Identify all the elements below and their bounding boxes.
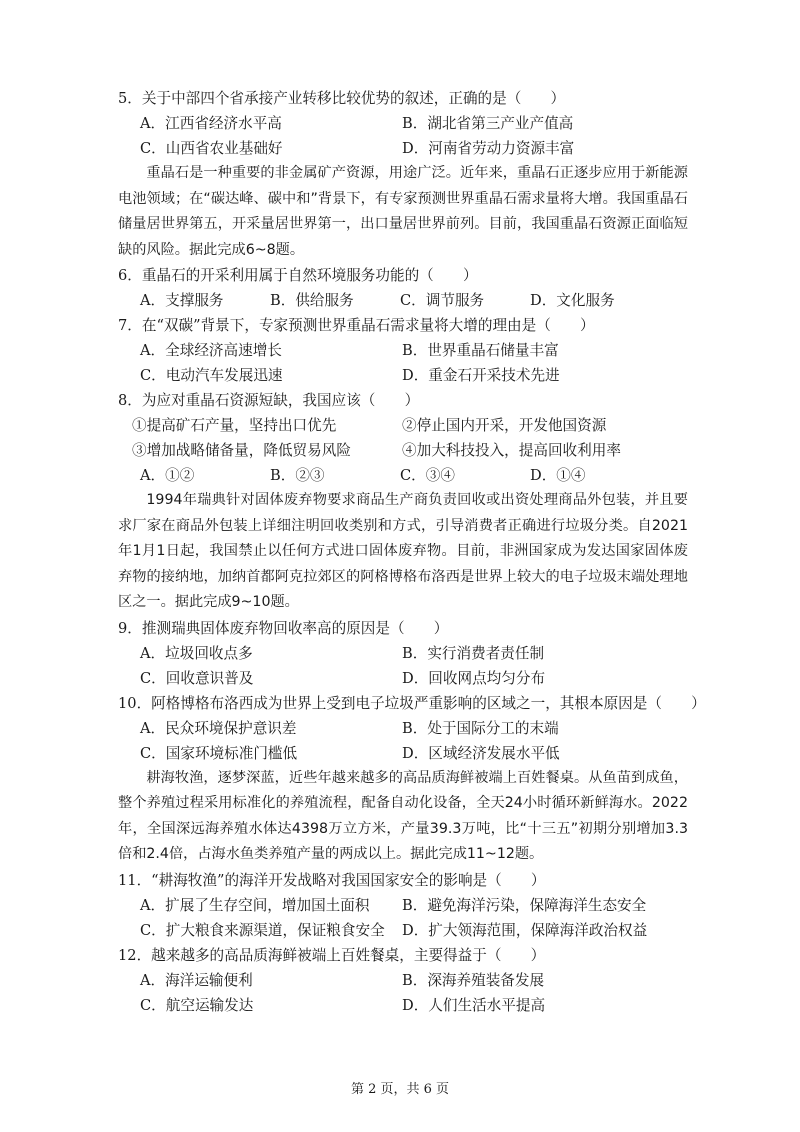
question-11-option-b[interactable]: B．避免海洋污染，保障海洋生态安全 (402, 896, 647, 914)
question-5-option-c[interactable]: C．山西省农业基础好 (140, 140, 283, 157)
question-11-options-row-1 (118, 893, 688, 918)
question-8-stem: 8．为应对重晶石资源短缺，我国应该（ ） (118, 392, 420, 409)
question-5-option-b[interactable]: B．湖北省第三产业产值高 (402, 115, 574, 132)
question-11-option-c[interactable]: C．扩大粮食来源渠道，保证粮食安全 (140, 921, 385, 939)
question-7-option-a[interactable]: A．全球经济高速增长 (140, 342, 282, 359)
question-8-statements-row-1 (118, 413, 688, 438)
question-8-statement-4: ④加大科技投入，提高回收利用率 (402, 442, 621, 459)
question-6-stem: 6．重晶石的开采利用属于自然环境服务功能的（ ） (118, 267, 478, 284)
question-12-option-b[interactable]: B．深海养殖装备发展 (402, 971, 545, 989)
page-content (118, 86, 706, 1018)
question-12-options-row-2 (118, 993, 688, 1018)
question-12-stem: 12．越来越多的高品质海鲜被端上百姓餐桌，主要得益于（ ） (118, 946, 546, 964)
question-10-option-c[interactable]: C．国家环境标准门槛低 (140, 744, 298, 762)
page-number-label: 第 2 页，共 6 页 (350, 1082, 450, 1097)
question-6-option-c[interactable]: C．调节服务 (400, 292, 485, 309)
question-6-options (118, 288, 688, 313)
question-5-stem: 5．关于中部四个省承接产业转移比较优势的叙述，正确的是（ ） (118, 90, 566, 107)
question-9-option-a[interactable]: A．垃圾回收点多 (140, 644, 253, 662)
question-7-stem: 7．在“双碳”背景下，专家预测世界重晶石需求量将大增的理由是（ ） (118, 317, 595, 334)
question-8-option-b[interactable]: B．②③ (270, 467, 325, 484)
question-10-options-row-2 (118, 741, 688, 766)
question-9-options-row-2 (118, 666, 688, 691)
question-10-option-d[interactable]: D．区域经济发展水平低 (402, 744, 560, 762)
question-12-option-c[interactable]: C．航空运输发达 (140, 996, 254, 1014)
passage-barite: 重晶石是一种重要的非金属矿产资源，用途广泛。近年来，重晶石正逐步应用于新能源电池领域；在“碳达峰、碳中和”背景下，有专家预测世界重晶石需求量将大增。我国重晶石储量居世界第五，开采量居世界第一，出口量居世界前列。目前，我国重晶石资源正面临短缺的风险。据此完成6~8题。 (118, 165, 688, 258)
question-9-options-row-1 (118, 641, 688, 666)
question-6-option-a[interactable]: A．支撑服务 (140, 292, 224, 309)
question-11-option-d[interactable]: D．扩大领海范围，保障海洋政治权益 (402, 921, 648, 939)
question-10-option-b[interactable]: B．处于国际分工的末端 (402, 719, 559, 737)
question-11-option-a[interactable]: A．扩展了生存空间，增加国土面积 (140, 896, 370, 914)
question-5-options-row-1 (118, 111, 688, 136)
question-12-option-a[interactable]: A．海洋运输便利 (140, 971, 253, 989)
question-12-options-row-1 (118, 968, 688, 993)
question-11-stem: 11．“耕海牧渔”的海洋开发战略对我国国家安全的影响是（ ） (118, 871, 546, 889)
page-footer (0, 1078, 800, 1097)
question-7-options-row-2 (118, 363, 688, 388)
question-9-option-b[interactable]: B．实行消费者责任制 (402, 644, 545, 662)
question-8-statement-1: ①提高矿石产量，坚持出口优先 (132, 417, 337, 434)
question-9-stem: 9．推测瑞典固体废弃物回收率高的原因是（ ） (118, 619, 449, 637)
question-5-option-a[interactable]: A．江西省经济水平高 (140, 115, 282, 132)
question-6-option-d[interactable]: D．文化服务 (530, 292, 615, 309)
question-6-option-b[interactable]: B．供给服务 (270, 292, 354, 309)
question-7-option-d[interactable]: D．重金石开采技术先进 (402, 367, 560, 384)
question-8-statement-2: ②停止国内开采，开发他国资源 (402, 417, 607, 434)
question-12-option-d[interactable]: D．人们生活水平提高 (402, 996, 546, 1014)
question-7-option-b[interactable]: B．世界重晶石储量丰富 (402, 342, 559, 359)
question-7-option-c[interactable]: C．电动汽车发展迅速 (140, 367, 283, 384)
question-8-option-c[interactable]: C．③④ (400, 467, 455, 484)
passage-marine-ranching: 耕海牧渔，逐梦深蓝，近些年越来越多的高品质海鲜被端上百姓餐桌。从鱼苗到成鱼，整个养殖过程采用标准化的养殖流程，配备自动化设备，全天24小时循环新鲜海水。2022年，全国深远海养殖水体达4398万立方米，产量39.3万吨，比“十三五”初期分别增加3.3倍和2.4倍，占海水鱼类养殖产量的两成以上。据此完成11~12题。 (118, 769, 688, 862)
passage-solid-waste: 1994年瑞典针对固体废弃物要求商品生产商负责回收或出资处理商品外包装，并且要求厂家在商品外包装上详细注明回收类别和方式，引导消费者正确进行垃圾分类。自2021年1月1日起，我国禁止以任何方式进口固体废弃物。目前，非洲国家成为发达国家固体废弃物的接纳地，加纳首都阿克拉郊区的阿格博格布洛西是世界上较大的电子垃圾末端处理地区之一。据此完成9~10题。 (118, 492, 688, 610)
question-11-options-row-2 (118, 918, 688, 943)
question-9-option-d[interactable]: D．回收网点均匀分布 (402, 669, 546, 687)
question-8-statement-3: ③增加战略储备量，降低贸易风险 (132, 442, 351, 459)
question-10-stem: 10．阿格博格布洛西成为世界上受到电子垃圾严重影响的区域之一，其根本原因是（ ） (118, 694, 706, 712)
question-8-option-a[interactable]: A．①② (140, 467, 195, 484)
question-7-options-row-1 (118, 338, 688, 363)
question-9-option-c[interactable]: C．回收意识普及 (140, 669, 254, 687)
question-10-option-a[interactable]: A．民众环境保护意识差 (140, 719, 297, 737)
question-8-option-d[interactable]: D．①④ (530, 467, 586, 484)
question-5-option-d[interactable]: D．河南省劳动力资源丰富 (402, 140, 575, 157)
question-8-statements-row-2 (118, 438, 688, 463)
question-10-options-row-1 (118, 716, 688, 741)
question-8-options (118, 463, 688, 488)
question-5-options-row-2 (118, 136, 688, 161)
